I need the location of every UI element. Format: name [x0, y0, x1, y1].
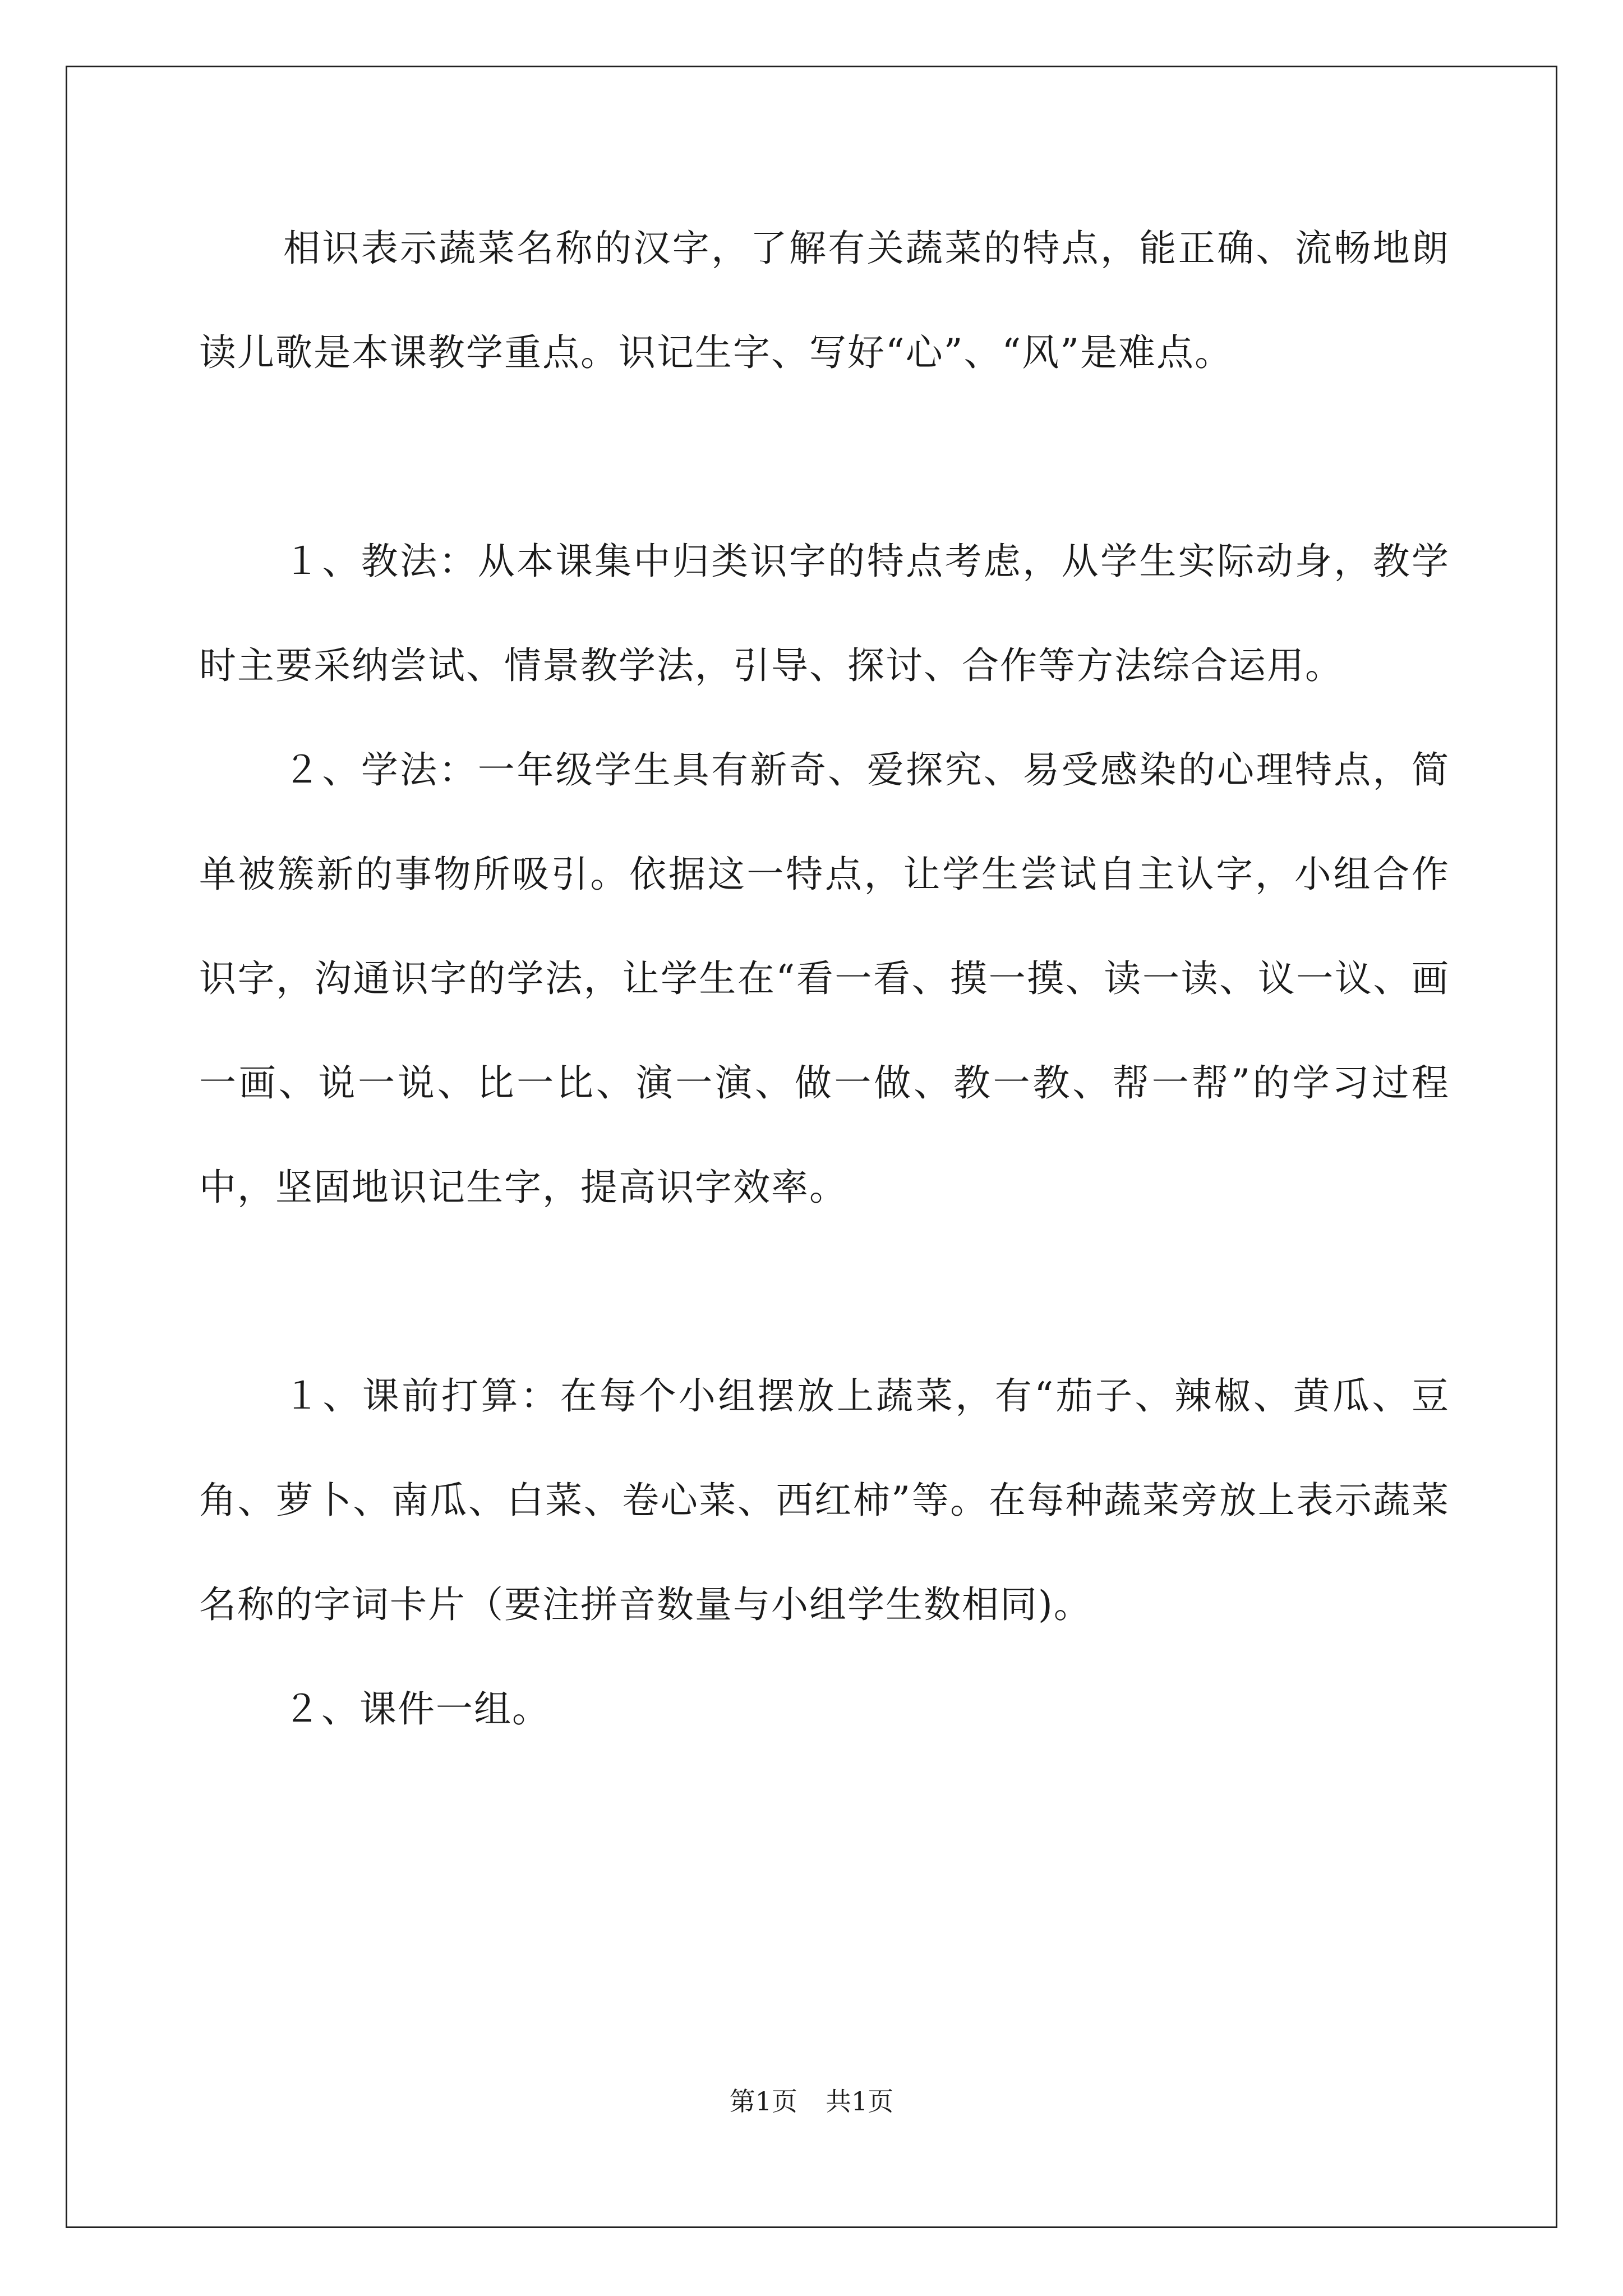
paragraph-preparation: １、课前打算：在每个小组摆放上蔬菜，有“茄子、辣椒、黄瓜、豆角、萝卜、南瓜、白菜、卷心菜、西红柿”等。在每种蔬菜旁放上表示蔬菜名称的字词卡片（要注拼音数量与小组学生数相同)。	[199, 1374, 1450, 1626]
document-body	[199, 196, 1450, 1761]
paragraph-courseware: ２、课件一组。	[283, 1687, 550, 1731]
paragraph-teaching-method: １、教法：从本课集中归类识字的特点考虑，从学生实际动身，教学时主要采纳尝试、情景教学法，引导、探讨、合作等方法综合运用。	[199, 540, 1450, 687]
page-number-current: 第1页	[729, 2086, 797, 2116]
paragraph-key-points: 相识表示蔬菜名称的汉字，了解有关蔬菜的特点，能正确、流畅地朗读儿歌是本课教学重点。识记生字、写好“心”、“风”是难点。	[199, 227, 1450, 374]
paragraph-learning-method: ２、学法：一年级学生具有新奇、爱探究、易受感染的心理特点，简单被簇新的事物所吸引。依据这一特点，让学生尝试自主认字，小组合作识字，沟通识字的学法，让学生在“看一看、摸一摸、读一读、议一议、画一画、说一说、比一比、演一演、做一做、教一教、帮一帮”的学习过程中，坚固地识记生字，提高识字效率。	[199, 748, 1450, 1209]
page-footer	[0, 2081, 1623, 2118]
paragraph-gap	[199, 1240, 1450, 1344]
paragraph-gap	[199, 405, 1450, 509]
page-number-total: 共1页	[826, 2086, 894, 2116]
